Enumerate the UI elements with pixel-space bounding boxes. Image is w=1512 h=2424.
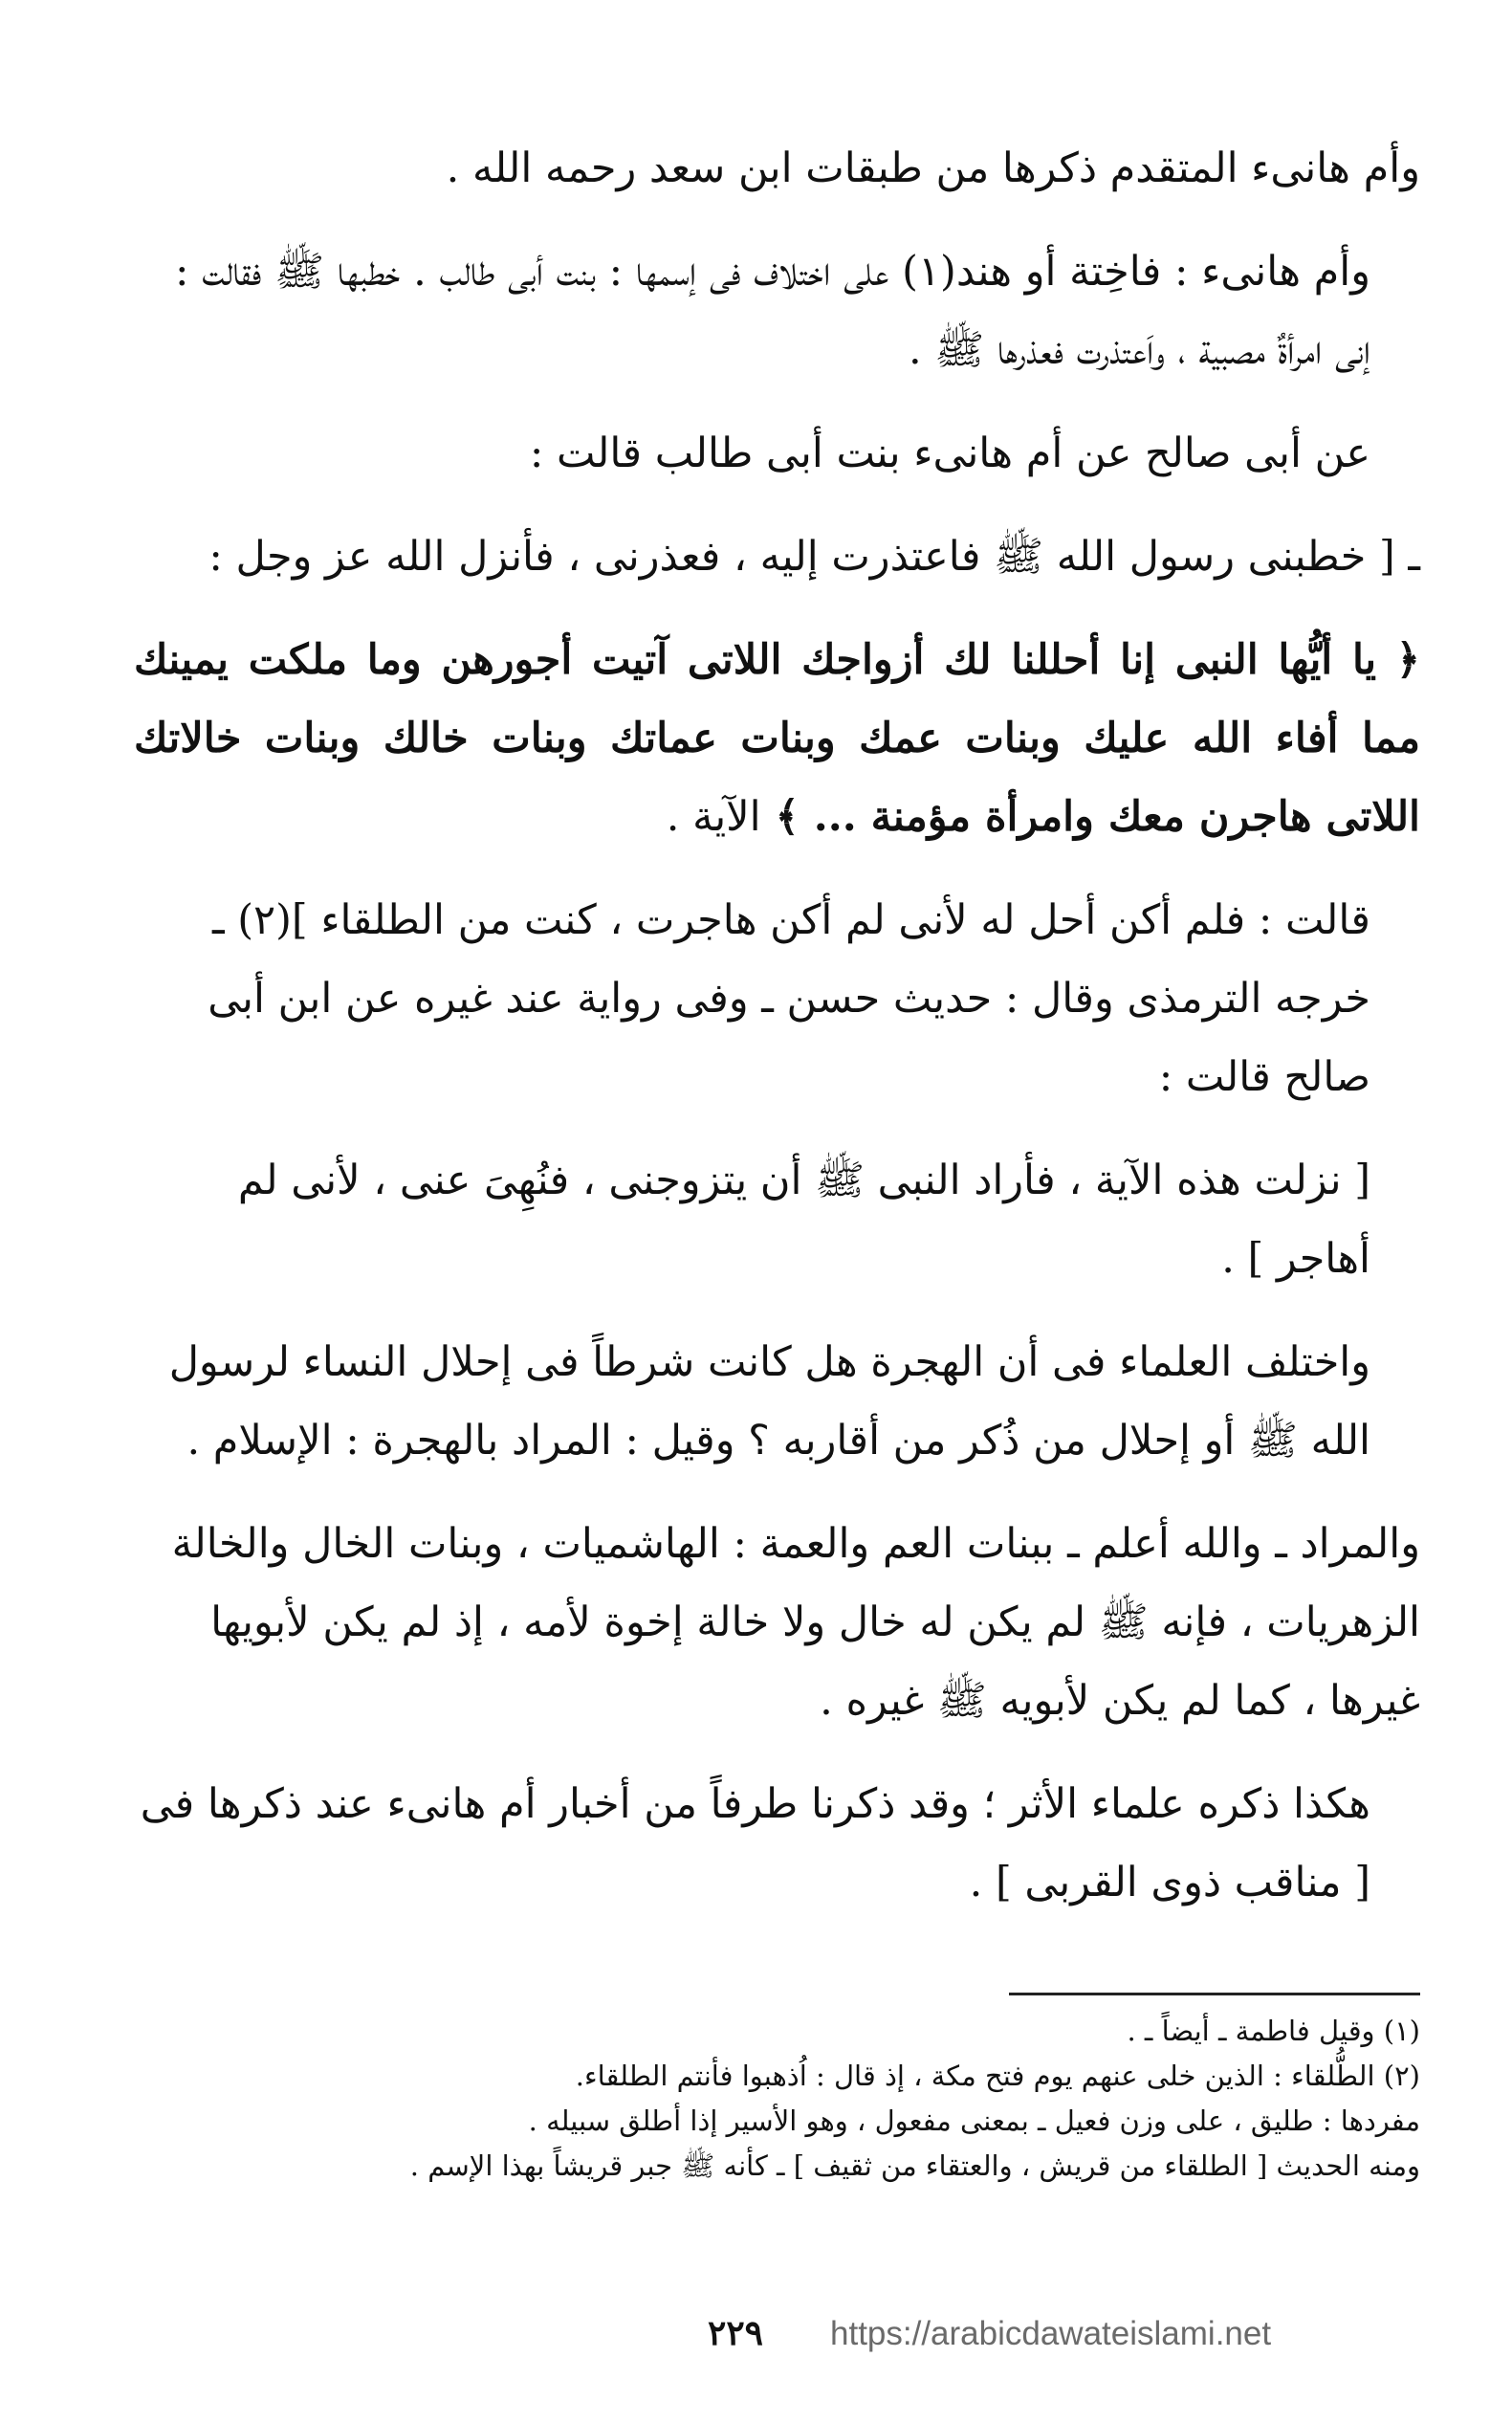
page-number: ٢٢٩: [708, 2313, 764, 2353]
paragraph-scholars: واختلف العلماء فى أن الهجرة هل كانت شرطاً فى إحلال النساء لرسول الله ﷺ أو إحلال من ذُكر من أقاربه ؟ وقيل : المراد بالهجرة : الإسلام .: [168, 1338, 1370, 1465]
paragraph-narration: عن أبى صالح عن أم هانىء بنت أبى طالب قالت :: [529, 430, 1370, 477]
paragraph-intro: وأم هانىء المتقدم ذكرها من طبقات ابن سعد رحمه الله .: [446, 144, 1420, 192]
paragraph-name: وأم هانىء : فاخِتة أو هند(١) على اختلاف فى إسمها : بنت أبى طالب . خطبها ﷺ فقالت : إنى امرأةٌ مصبية ، واَعتذرت فعذرها ﷺ .: [175, 248, 1370, 374]
verse-reference: الآية .: [666, 793, 761, 841]
footnote-2: (٢) الطُّلقاء : الذين خلى عنهم يوم فتح مكة ، إذ قال : اُذهبوا فأنتم الطلقاء.: [575, 2060, 1420, 2092]
paragraph-hadith-start: ـ [ خطبنى رسول الله ﷺ فاعتذرت إليه ، فعذرنى ، فأنزل الله عز وجل :: [208, 533, 1420, 581]
paragraph-conclusion: هكذا ذكره علماء الأثر ؛ وقد ذكرنا طرفاً من أخبار أم هانىء عند ذكرها فى [ مناقب ذوى القربى ] .: [140, 1780, 1370, 1906]
footnote-1: (١) وقيل فاطمة ـ أيضاً ـ .: [1127, 2015, 1420, 2047]
footnotes: [134, 2009, 1420, 2189]
footnote-2-continued: مفردها : طليق ، على وزن فعيل ـ بمعنى مفعول ، وهو الأسير إذا أطلق سبيله .: [528, 2104, 1420, 2137]
main-text: [134, 129, 1420, 1947]
watermark-url: https://arabicdawateislami.net: [830, 2315, 1272, 2352]
quran-verse-text: ﴿ يا أيُّها النبى إنا أحللنا لك أزواجك اللاتى آتيت أجورهن وما ملكت يمينك مما أفاء الله عليك وبنات عمك وبنات عماتك وبنات خالك وبنات خالاتك اللاتى هاجرن معك وامرأة مؤمنة ... ﴾: [134, 636, 1420, 841]
paragraph-explanation: والمراد ـ والله أعلم ـ ببنات العم والعمة : الهاشميات ، وبنات الخال والخالة الزهريات ، فإنه ﷺ لم يكن له خال ولا خالة إخوة لأمه ، إذ لم يكن لأبويها غيرها ، كما لم يكن لأبويه ﷺ غيره .: [171, 1520, 1420, 1725]
paragraph-second-narration: [ نزلت هذه الآية ، فأراد النبى ﷺ أن يتزوجنى ، فنُهِىَ عنى ، لأنى لم أهاجر ] .: [237, 1157, 1370, 1283]
paragraph-hadith-end: قالت : فلم أكن أحل له لأنى لم أكن هاجرت ، كنت من الطلقاء ](٢) ـ خرجه الترمذى وقال : حديث حسن ـ وفى رواية عند غيره عن ابن أبى صالح قالت :: [208, 896, 1370, 1101]
quran-verse: [134, 621, 1420, 856]
footnote-divider: [1009, 1993, 1420, 1995]
footnote-2-hadith: ومنه الحديث [ الطلقاء من قريش ، والعتقاء من ثقيف ] ـ كأنه ﷺ جبر قريشاً بهذا الإسم .: [409, 2149, 1420, 2182]
